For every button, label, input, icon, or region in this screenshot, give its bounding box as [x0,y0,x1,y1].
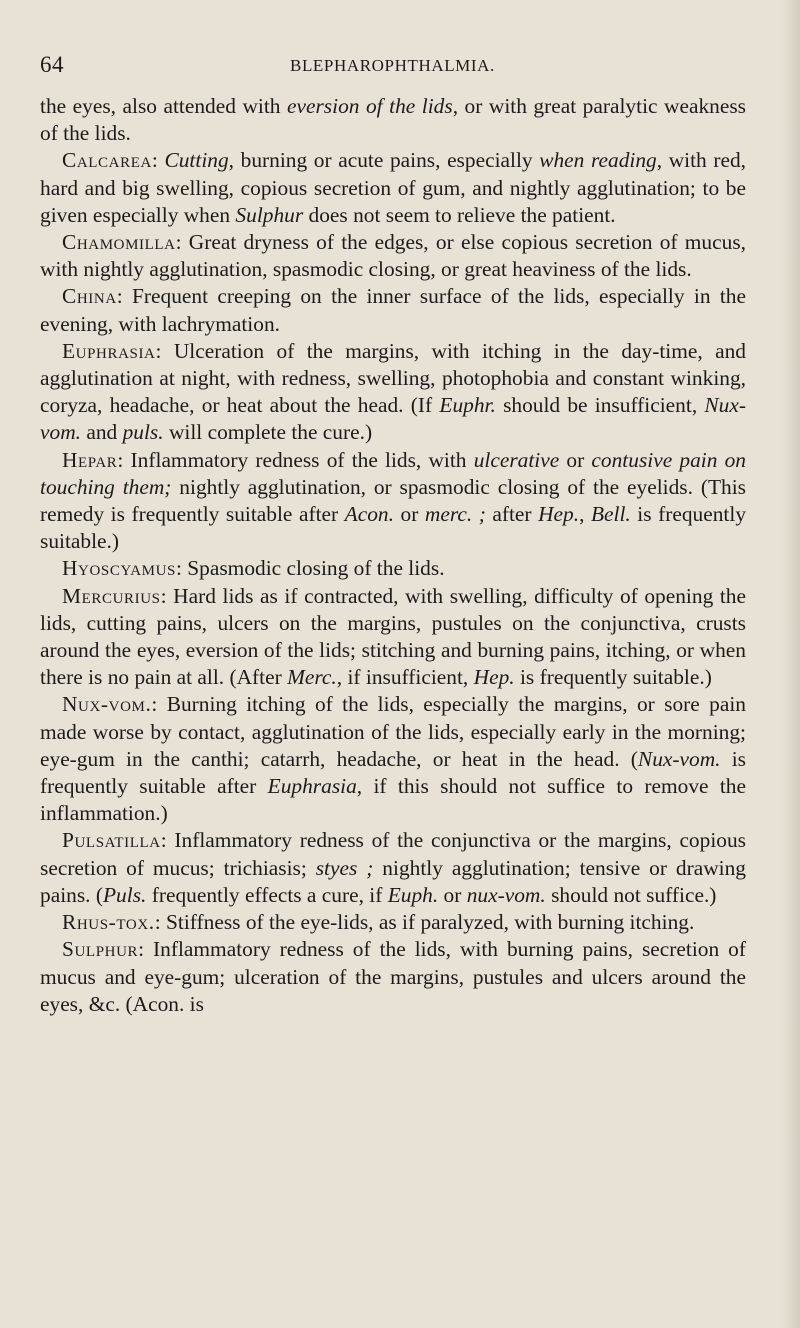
italic-text: Puls. [102,882,147,907]
text-run: : Stiffness of the eye-lids, as if paralyzed, with burning itching. [154,910,695,935]
italic-text: styes ; [315,855,374,880]
page-number: 64 [40,52,64,77]
text-run: , or with great paralytic weakness of the lids. [40,94,746,146]
text-run: or [559,447,592,472]
remedy-entry [40,338,746,447]
remedy-name: Pulsatilla [62,828,161,853]
text-run: should be insufficient, [495,393,705,418]
remedy-entry [40,447,746,556]
italic-text: Hep. [538,502,580,527]
remedy-entry [40,936,746,1018]
italic-text: Euphrasia [267,774,357,799]
italic-text: eversion of the lids [287,94,453,118]
text-run: , with red, hard and big swelling, copious secretion of gum, and nightly agglutination; to be given especially when [40,148,747,227]
text-run: : Inflammatory redness of the lids, with [117,447,474,472]
text-run: , [579,502,591,527]
remedy-name: Euphrasia [62,338,156,363]
remedy-entry [40,147,746,229]
remedy-name: Chamomilla [62,230,176,255]
remedy-name: Nux-vom. [62,692,152,717]
text-run: : Great dryness of the edges, or else copious secretion of mucus, with nightly agglutination, spasmodic closing, or great heaviness of the lids. [40,230,746,282]
text-run: : Ulceration of the margins, with itching in the day-time, and agglutination at night, with redness, swelling, photophobia and constant winking, coryza, headache, or heat about the head. (If [40,338,746,418]
italic-text: Cutting [164,148,229,173]
running-title: BLEPHAROPHTHALMIA. [290,56,495,75]
remedy-name: Hepar [62,447,118,472]
text-run: : Inflammatory redness of the lids, with burning pains, secretion of mucus and eye-gum; ulceration of the margins, pustules and ulcers around the eyes, &c. (Acon. is [40,937,746,1016]
italic-text: Sulphur [235,202,304,227]
text-run: or [393,502,425,527]
italic-text: Bell. [590,502,631,527]
remedy-name: Sulphur [62,937,139,962]
text-run: : Inflammatory redness of the conjunctiva or the margins, copious secretion of mucus; trichiasis; [40,828,746,880]
text-run: does not seem to relieve the patient. [303,202,616,227]
italic-text: Acon. [344,502,394,527]
text-run: : Hard lids as if contracted, with swelling, difficulty of opening the lids, cutting pains, ulcers on the margins, pustules on the conjunctiva, crusts around the eyes, eversion of the lids; stitching and burning pains, itching, or when there is no pain at all. (After [40,583,746,690]
page-edge-shadow [782,0,800,1328]
italic-text: Euphr. [439,393,496,418]
remedy-entry [40,229,746,283]
italic-text: Merc. [287,665,337,690]
remedy-name: China [62,284,117,309]
remedy-entry [40,583,746,692]
remedy-entry [40,283,746,337]
text-run: : Spasmodic closing of the lids. [175,556,445,581]
text-run: and [81,420,123,445]
remedy-entry [40,555,746,582]
italic-text: Nux-vom. [40,393,746,445]
text-run: : Frequent creeping on the inner surface of the lids, especially in the evening, with lachrymation. [40,284,746,336]
italic-text: puls. [122,420,164,445]
text-run: is frequently suitable after [40,746,746,799]
text-run: will complete the cure.) [163,420,373,445]
italic-text: ulcerative [473,447,560,472]
italic-text: contusive pain on touching them; [40,447,746,499]
text-run: or [438,882,467,907]
text-run: should not suffice.) [545,882,717,907]
italic-text: when reading [539,148,657,173]
text-run: after [485,502,539,527]
remedy-name: Mercurius [62,583,161,608]
text-run: , burning or acute pains, especially [228,148,540,173]
italic-text: Hep. [473,665,515,690]
text-run: is frequently suitable.) [514,665,712,690]
text-run: : [151,148,165,173]
text-run: the eyes, also attended with [40,94,287,118]
paragraph-continuation [40,93,746,147]
text-run: frequently effects a cure, if [146,882,388,907]
text-run: , if this should not suffice to remove the inflammation.) [40,774,746,826]
italic-text: nux-vom. [466,882,546,907]
remedy-entry [40,909,746,936]
text-run: nightly agglutination; tensive or drawing pains. ( [40,855,746,907]
text-run: , if insufficient, [336,665,474,690]
remedy-name: Hyoscyamus [62,556,176,581]
text-run: nightly agglutination, or spasmodic closing of the eyelids. (This remedy is frequently suitable after [40,474,746,527]
italic-text: merc. ; [424,502,486,527]
remedy-entry [40,691,746,827]
italic-text: Nux-vom. [637,746,721,771]
text-run: is frequently suitable.) [40,502,747,554]
body-text [40,93,746,1018]
italic-text: Euph. [387,882,439,907]
remedy-name: Calcarea [62,148,152,173]
remedy-entry [40,827,746,909]
page-header [40,52,758,82]
text-run: : Burning itching of the lids, especially the margins, or sore pain made worse by contact, agglutination of the lids, especially early in the morning; eye-gum in the canthi; catarrh, headache, or heat in the head. ( [40,692,746,771]
remedy-name: Rhus-tox. [62,910,155,935]
